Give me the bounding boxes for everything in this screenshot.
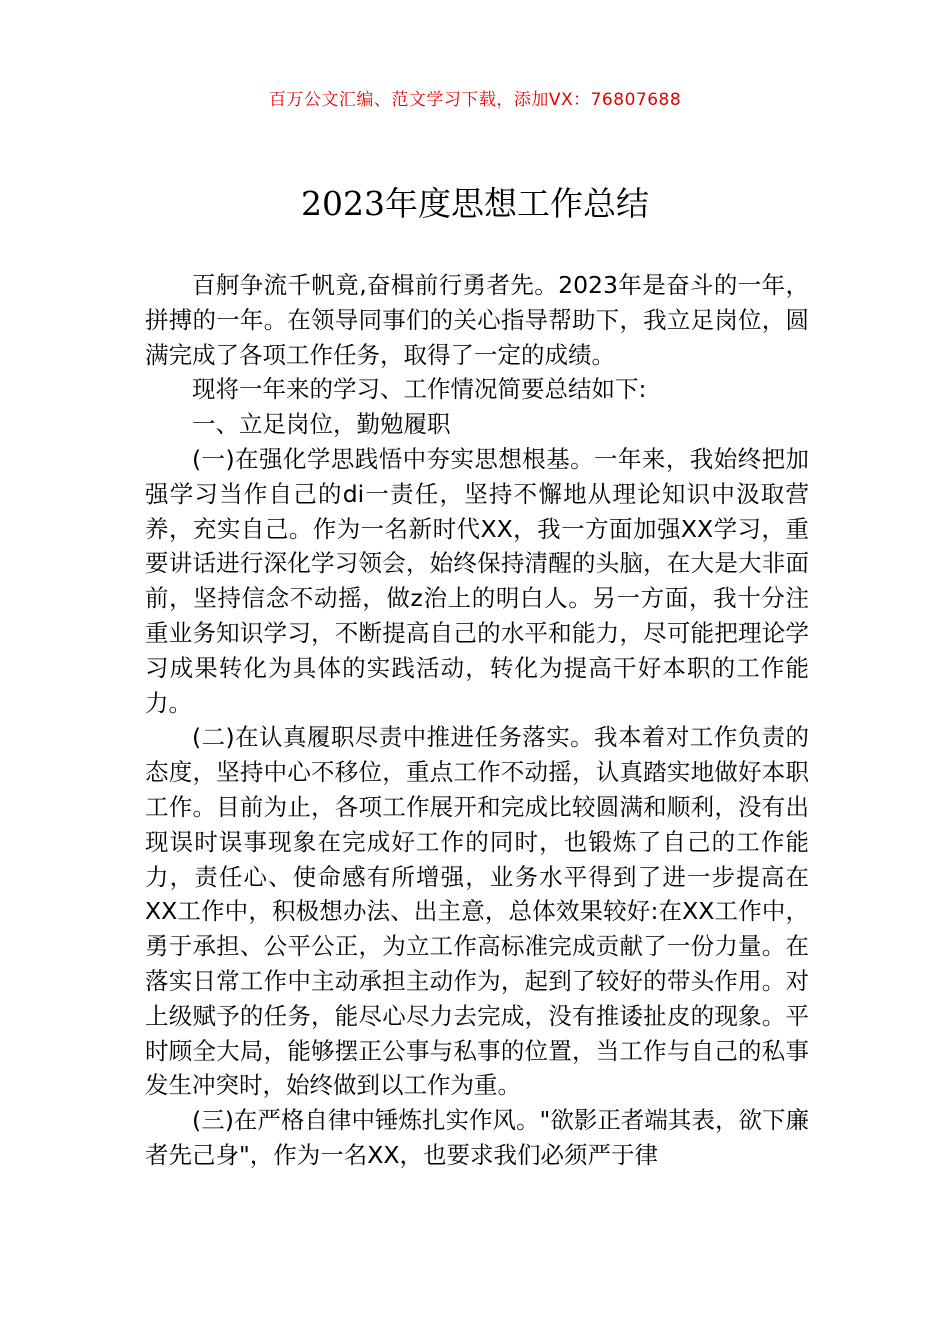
paragraph-intro: 百舸争流千帆竟,奋楫前行勇者先。2023年是奋斗的一年，拼搏的一年。在领导同事们的关心指导帮助下，我立足岗位，圆满完成了各项工作任务，取得了一定的成绩。 bbox=[145, 271, 809, 369]
section-heading-1: 一、立足岗位，勤勉履职 bbox=[192, 410, 451, 439]
paragraph-summary-lead: 现将一年来的学习、工作情况简要总结如下: bbox=[192, 375, 647, 404]
paragraph-item-3: (三)在严格自律中锤炼扎实作风。"欲影正者端其表，欲下廉者先己身"，作为一名XX，也要求我们必须严于律 bbox=[145, 1106, 809, 1169]
paragraph-item-1: (一)在强化学思践悟中夯实思想根基。一年来，我始终把加强学习当作自己的di一责任，坚持不懈地从理论知识中汲取营养，充实自己。作为一名新时代XX，我一方面加强XX学习，重要讲话进行深化学习领会，始终保持清醒的头脑，在大是大非面前，坚持信念不动摇，做z治上的明白人。另一方面，我十分注重业务知识学习，不断提高自己的水平和能力，尽可能把理论学习成果转化为具体的实践活动，转化为提高干好本职的工作能力。 bbox=[145, 444, 809, 717]
document-body bbox=[145, 268, 809, 1173]
header-notice: 百万公文汇编、范文学习下载，添加VX：76807688 bbox=[268, 90, 682, 110]
paragraph-item-2: (二)在认真履职尽责中推进任务落实。我本着对工作负责的态度，坚持中心不移位，重点工作不动摇，认真踏实地做好本职工作。目前为止，各项工作展开和完成比较圆满和顺利，没有出现误时误事现象在完成好工作的同时，也锻炼了自己的工作能力，责任心、使命感有所增强，业务水平得到了进一步提高在XX工作中，积极想办法、出主意，总体效果较好:在XX工作中，勇于承担、公平公正，为立工作高标准完成贡献了一份力量。在落实日常工作中主动承担主动作为，起到了较好的带头作用。对上级赋予的任务，能尽心尽力去完成，没有推诿扯皮的现象。平时顾全大局，能够摆正公事与私事的位置，当工作与自己的私事发生冲突时，始终做到以工作为重。 bbox=[145, 723, 809, 1100]
document-title: 2023年度思想工作总结 bbox=[301, 184, 649, 223]
